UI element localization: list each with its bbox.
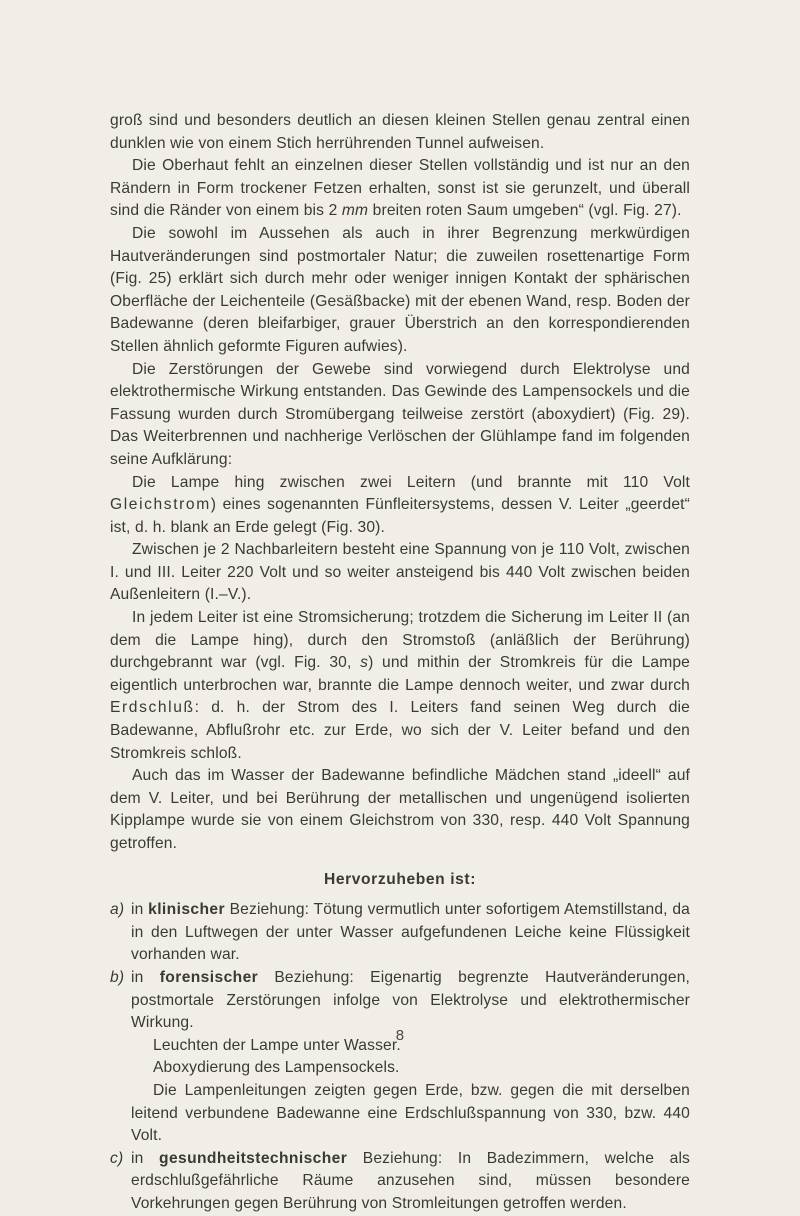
list-item-b-line: Aboxydierung des Lampensockels. bbox=[153, 1059, 400, 1077]
paragraph-fuse bbox=[110, 607, 690, 765]
text: : d. h. der Strom des I. Leiters fand seinen Weg durch die Badewanne, Abflußrohr etc. zur Erde, wo sich der V. Leiter befand und den Stromkreis schloß. bbox=[110, 699, 690, 762]
text: Die Zerstörungen der Gewebe sind vorwiegend durch Elektrolyse und elektrothermische Wirkung entstanden. Das Gewinde des Lampensockels und die Fassung wurden durch Stromübergang teilweise zerstört (aboxydiert) (Fig. 29). Das Weiterbrennen und nachherige Verlöschen der Glühlampe fand im folgenden seine Aufklärung: bbox=[110, 360, 690, 468]
list-item-b-line: Die Lampenleitungen zeigten gegen Erde, bzw. gegen die mit derselben leitend verbundene Badewanne eine Erdschlußspannung von 330, bzw. 440 Volt. bbox=[131, 1081, 690, 1145]
page-number: 8 bbox=[395, 1027, 405, 1044]
bold-term: forensischer bbox=[159, 968, 259, 986]
text: Die Lampe hing zwischen zwei Leitern (und brannte mit 110 Volt bbox=[132, 473, 690, 491]
spaced-term: Erdschluß bbox=[110, 699, 195, 717]
paragraph-voltage bbox=[110, 539, 690, 607]
item-label: a) bbox=[110, 901, 125, 919]
text: in bbox=[131, 968, 160, 986]
text: in bbox=[131, 901, 149, 919]
section-heading: Hervorzuheben ist: bbox=[323, 870, 477, 888]
item-label: c) bbox=[110, 1149, 124, 1167]
text: breiten roten Saum umgeben“ (vgl. Fig. 27). bbox=[368, 202, 682, 220]
page-body bbox=[110, 110, 690, 1216]
text: Beziehung: Eigenartig begrenzte Hautveränderungen, postmortale Zerstörungen infolge von Elektrolyse und elektrothermischer Wirkung. bbox=[131, 968, 690, 1032]
text: Beziehung: In Badezimmern, welche als erdschlußgefährliche Räume anzusehen sind, müssen besondere Vorkehrungen gegen Berührung von Stromleitungen getroffen werden. bbox=[131, 1149, 691, 1212]
text: Beziehung: Tötung vermutlich unter sofortigem Atemstillstand, da in den Luftwegen der unter Wasser aufgefundenen Leiche keine Flüssigkeit vorhanden war. bbox=[131, 901, 690, 964]
text: Zwischen je 2 Nachbarleitern besteht eine Spannung von je 110 Volt, zwischen I. und III. Leiter 220 Volt und so weiter ansteigend bis 440 Volt zwischen beiden Außenleitern (I.–V.). bbox=[110, 541, 690, 604]
fuse-symbol: s bbox=[360, 654, 369, 672]
paragraph-girl bbox=[110, 765, 690, 855]
list-item-b-line: Leuchten der Lampe unter Wasser. bbox=[153, 1036, 401, 1054]
text: groß sind und besonders deutlich an diesen kleinen Stellen genau zentral einen dunklen wie von einem Stich herrührenden Tunnel aufweisen. bbox=[110, 112, 690, 152]
text: ) und mithin der Stromkreis für die Lampe eigentlich unterbrochen war, brannte die Lampe dennoch weiter, und zwar durch bbox=[110, 654, 691, 694]
text: in bbox=[131, 1149, 160, 1167]
text: Die sowohl im Aussehen als auch in ihrer Begrenzung merkwürdigen Hautveränderungen sind postmortaler Natur; die zuweilen rosettenartige Form (Fig. 25) erklärt sich durch mehr oder weniger innigen Kontakt der sphärischen Oberfläche der Leichenteile (Gesäßbacke) mit der ebenen Wand, resp. Boden der Badewanne (deren bleifarbiger, grauer Überstrich an den korrespondierenden Stellen ähnlich geformte Figuren aufwies). bbox=[110, 224, 690, 355]
item-label: b) bbox=[110, 968, 125, 986]
paragraph-lamp bbox=[110, 472, 690, 540]
text: Die Oberhaut fehlt an einzelnen dieser Stellen vollständig und ist nur an den Rändern in Form trockener Fetzen erhalten, sonst ist sie gerunzelt, und überall sind die Ränder von einem bis 2 bbox=[110, 157, 690, 220]
list-item-a bbox=[110, 899, 690, 967]
paragraph-skin-changes bbox=[110, 223, 690, 359]
text: In jedem Leiter ist eine Stromsicherung; trotzdem die Sicherung im Leiter II (an dem die Lampe hing), durch den Stromstoß (anläßlich der Berührung) durchgebrannt war (vgl. Fig. 30, bbox=[110, 609, 690, 672]
list-item-c bbox=[110, 1148, 690, 1216]
unit-mm: mm bbox=[341, 202, 369, 220]
spaced-term: Gleichstrom bbox=[110, 496, 211, 514]
bold-term: gesundheitstechnischer bbox=[159, 1149, 348, 1167]
text: ) eines sogenannten Fünfleitersystems, dessen V. Leiter „geerdet“ ist, d. h. blank an Erde gelegt (Fig. 30). bbox=[110, 496, 690, 536]
text: Auch das im Wasser der Badewanne befindliche Mädchen stand „ideell“ auf dem V. Leiter, und bei Berührung der metallischen und ungenügend isolierten Kipplampe wurde sie von einem Gleichstrom von 330, resp. 440 Volt Spannung getroffen. bbox=[110, 767, 690, 852]
paragraph-epidermis bbox=[110, 155, 690, 223]
bold-term: klinischer bbox=[148, 901, 225, 919]
paragraph-tissue-destruction bbox=[110, 359, 690, 472]
paragraph-continuation bbox=[110, 110, 690, 155]
